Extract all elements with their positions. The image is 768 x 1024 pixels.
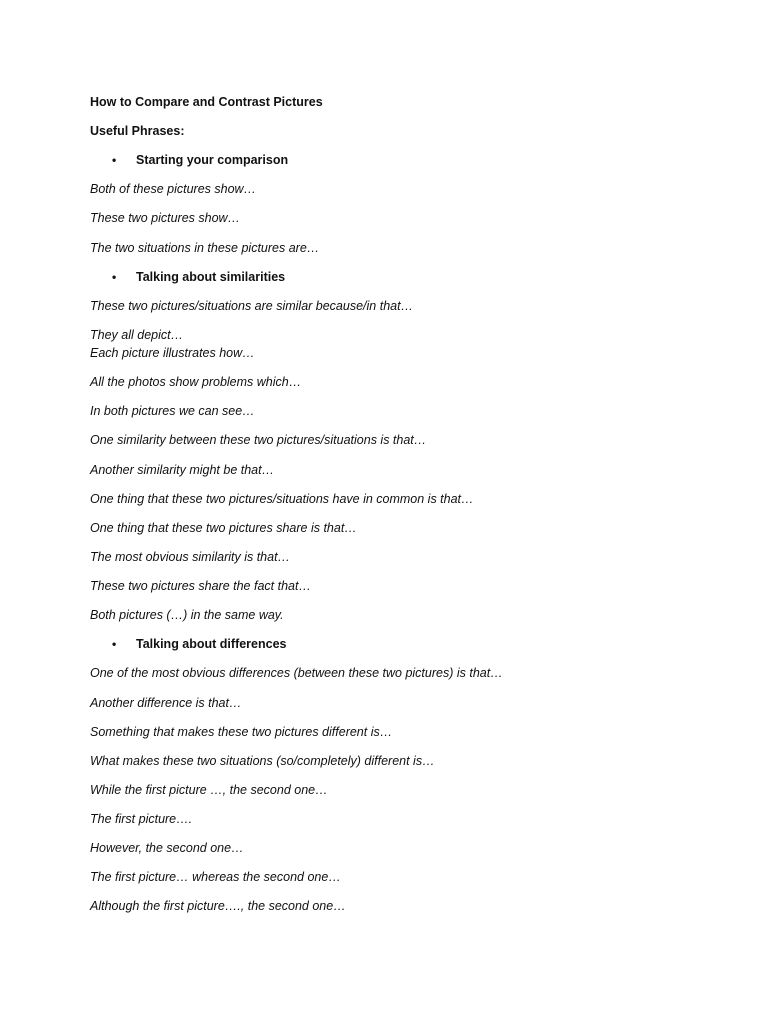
phrase-line: One thing that these two pictures share is that… <box>90 521 357 535</box>
phrase-line: These two pictures show… <box>90 211 241 225</box>
phrase-line: The first picture…. <box>90 812 193 826</box>
phrase-line: Although the first picture…., the second one… <box>90 899 346 913</box>
phrase-line: The most obvious similarity is that… <box>90 550 291 564</box>
phrase-line: The two situations in these pictures are… <box>90 241 320 255</box>
phrase-line: What makes these two situations (so/completely) different is… <box>90 754 435 768</box>
section-heading-text: Starting your comparison <box>136 153 289 167</box>
phrase-line: All the photos show problems which… <box>90 375 302 389</box>
bullet-icon: • <box>112 153 117 167</box>
section-heading-text: Talking about similarities <box>136 270 286 284</box>
phrase-line: However, the second one… <box>90 841 244 855</box>
phrase-line: Both pictures (…) in the same way. <box>90 608 284 622</box>
phrase-line: One similarity between these two pictures/situations is that… <box>90 433 427 447</box>
phrase-line: Both of these pictures show… <box>90 182 257 196</box>
phrase-line: One of the most obvious differences (between these two pictures) is that… <box>90 666 503 680</box>
phrase-line: The first picture… whereas the second one… <box>90 870 341 884</box>
section-heading-text: Talking about differences <box>136 637 287 651</box>
phrase-line: In both pictures we can see… <box>90 404 255 418</box>
phrase-line: Something that makes these two pictures different is… <box>90 725 393 739</box>
document-title: How to Compare and Contrast Pictures <box>90 95 323 109</box>
phrase-line: Another difference is that… <box>90 696 242 710</box>
phrase-line: Each picture illustrates how… <box>90 346 255 360</box>
bullet-icon: • <box>112 270 117 284</box>
phrase-line: One thing that these two pictures/situations have in common is that… <box>90 492 474 506</box>
bullet-icon: • <box>112 637 117 651</box>
phrase-line: They all depict… <box>90 328 184 342</box>
phrase-line: While the first picture …, the second one… <box>90 783 328 797</box>
phrase-line: These two pictures/situations are similar because/in that… <box>90 299 414 313</box>
phrase-line: Another similarity might be that… <box>90 463 275 477</box>
useful-phrases-heading: Useful Phrases: <box>90 124 185 138</box>
phrase-line: These two pictures share the fact that… <box>90 579 311 593</box>
